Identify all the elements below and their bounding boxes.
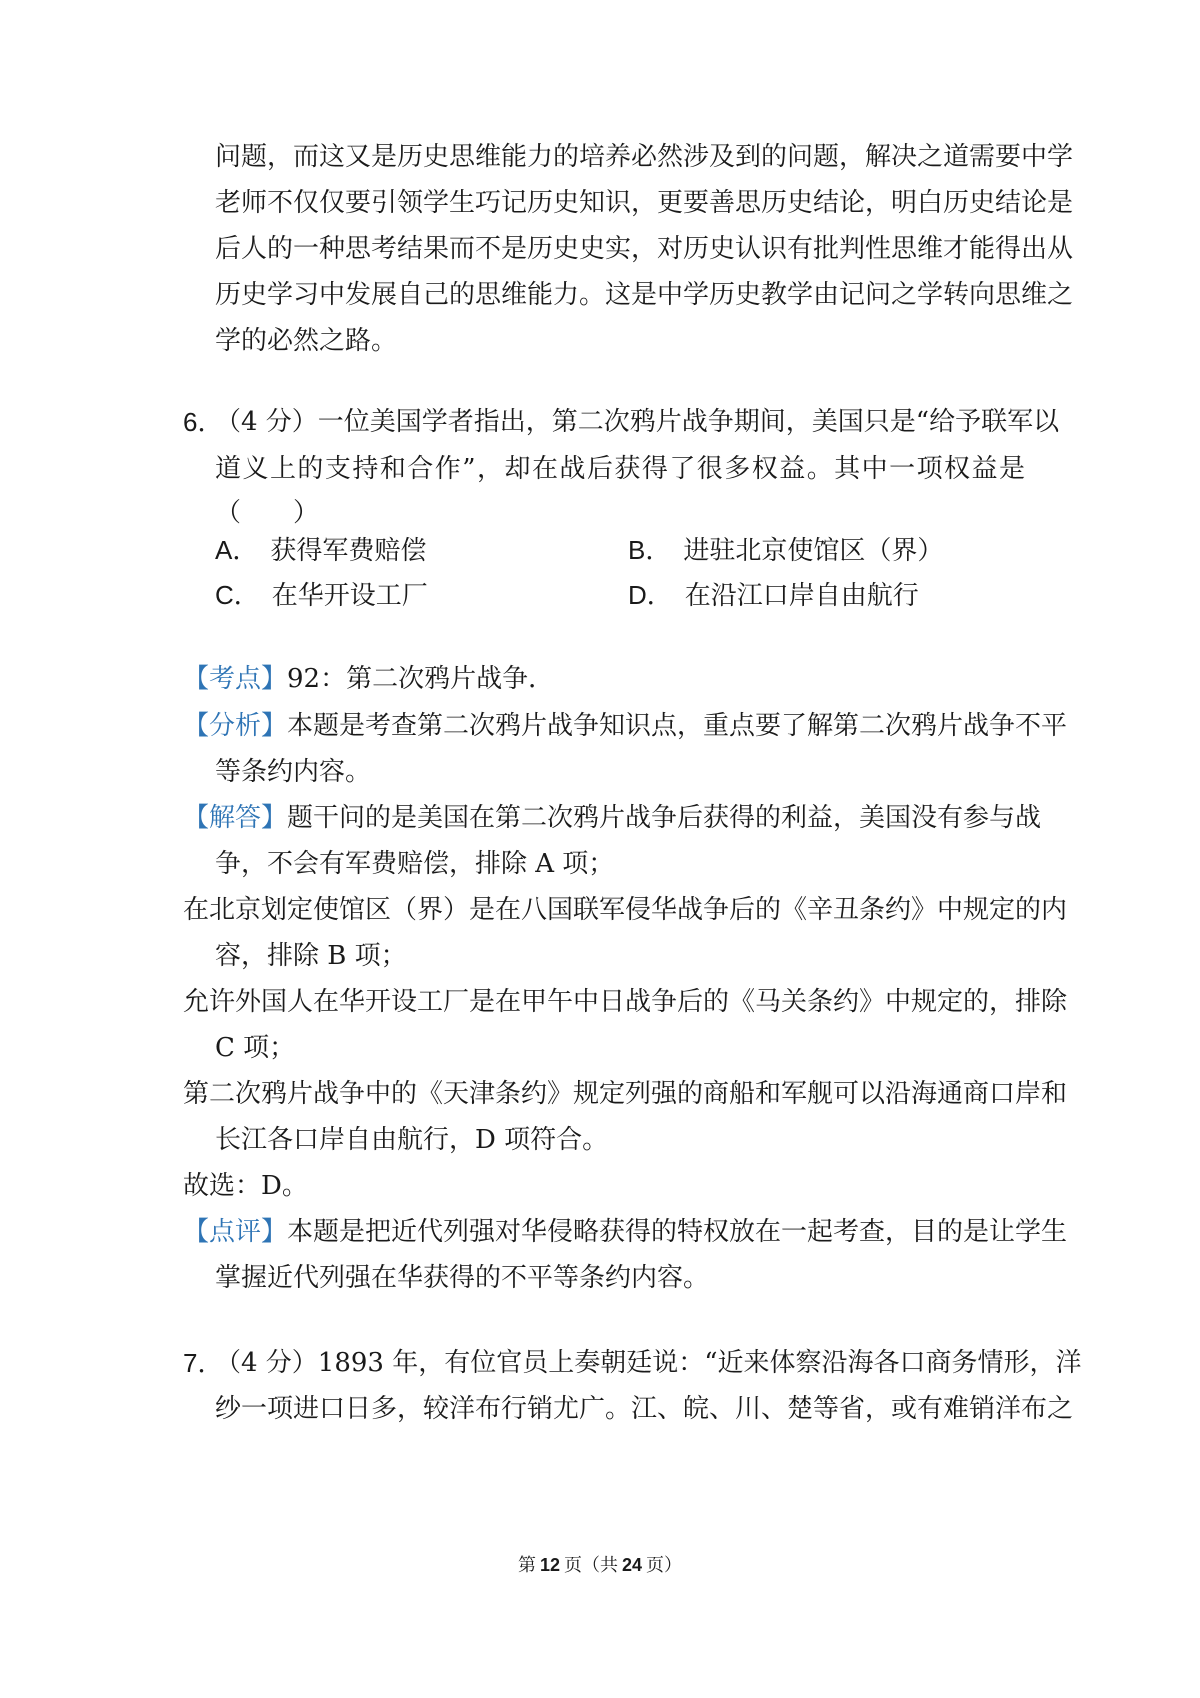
explanation-line: 在北京划定使馆区（界）是在八国联军侵华战争后的《辛丑条约》中规定的内	[183, 895, 1068, 925]
kaodian-row	[183, 662, 554, 696]
fenxi-row	[183, 709, 1068, 743]
intro-line: 历史学习中发展自己的思维能力。这是中学历史教学由记问之学转向思维之	[215, 280, 1074, 310]
jieda-tag: 【解答】	[183, 803, 288, 833]
option-text: 获得军费赔偿	[270, 536, 427, 566]
question-7-number: 7．	[183, 1348, 224, 1378]
option-text: 进驻北京使馆区（界）	[683, 536, 944, 566]
jieda-line: 争，不会有军费赔偿，排除 A 项；	[215, 849, 615, 879]
jieda-text: 题干问的是美国在第二次鸦片战争后获得的利益，美国没有参与战	[287, 803, 1042, 833]
option-a	[215, 533, 426, 568]
jieda-row	[183, 801, 1042, 835]
footer-total-pages: 24	[622, 1555, 643, 1575]
explanation-line: 长江各口岸自由航行，D 项符合。	[215, 1125, 609, 1155]
question-6-number: 6．	[183, 407, 224, 437]
question-7-stem-line: 纱一项进口日多，较洋布行销尤广。江、皖、川、楚等省，或有难销洋布之	[215, 1394, 1074, 1424]
kaodian-tag: 【考点】	[183, 664, 288, 694]
footer-page-number: 12	[539, 1555, 560, 1575]
option-key: D．	[628, 580, 673, 610]
question-7-stem-line: （4 分）1893 年，有位官员上奏朝廷说：“近来体察沿海各口商务情形，洋	[215, 1348, 1082, 1378]
final-answer: 故选：D。	[183, 1171, 308, 1201]
page-footer	[0, 1553, 1200, 1578]
option-b	[628, 533, 943, 568]
intro-line: 学的必然之路。	[215, 326, 398, 356]
dianping-row	[183, 1215, 1068, 1249]
option-c	[215, 578, 428, 613]
fenxi-line: 等条约内容。	[215, 757, 372, 787]
kaodian-text: 92：第二次鸦片战争．	[287, 664, 555, 694]
fenxi-text: 本题是考查第二次鸦片战争知识点，重点要了解第二次鸦片战争不平	[287, 711, 1068, 741]
dianping-tag: 【点评】	[183, 1217, 288, 1247]
intro-line: 后人的一种思考结果而不是历史史实，对历史认识有批判性思维才能得出从	[215, 234, 1074, 264]
footer-suffix: 页）	[646, 1555, 683, 1576]
footer-prefix: 第	[517, 1555, 536, 1576]
explanation-line: C 项；	[215, 1033, 296, 1063]
intro-line: 问题，而这又是历史思维能力的培养必然涉及到的问题，解决之道需要中学	[215, 142, 1074, 172]
dianping-line: 掌握近代列强在华获得的不平等条约内容。	[215, 1263, 710, 1293]
question-6-stem-line: 道义上的支持和合作”，却在战后获得了很多权益。其中一项权益是	[215, 454, 1025, 484]
question-6-stem-line: （4 分）一位美国学者指出，第二次鸦片战争期间，美国只是“给予联军以	[215, 407, 1060, 437]
option-key: A．	[215, 535, 259, 565]
option-text: 在华开设工厂	[271, 581, 428, 611]
option-text: 在沿江口岸自由航行	[684, 581, 919, 611]
footer-mid: 页（共	[564, 1555, 618, 1576]
intro-line: 老师不仅仅要引领学生巧记历史知识，更要善思历史结论，明白历史结论是	[215, 188, 1074, 218]
option-d	[628, 578, 919, 613]
option-key: B．	[628, 535, 672, 565]
explanation-line: 容，排除 B 项；	[215, 941, 407, 971]
option-key: C．	[215, 580, 260, 610]
explanation-line: 允许外国人在华开设工厂是在甲午中日战争后的《马关条约》中规定的，排除	[183, 987, 1068, 1017]
dianping-text: 本题是把近代列强对华侵略获得的特权放在一起考查，目的是让学生	[287, 1217, 1068, 1247]
explanation-line: 第二次鸦片战争中的《天津条约》规定列强的商船和军舰可以沿海通商口岸和	[183, 1079, 1068, 1109]
fenxi-tag: 【分析】	[183, 711, 288, 741]
answer-blank: （ ）	[215, 498, 320, 528]
